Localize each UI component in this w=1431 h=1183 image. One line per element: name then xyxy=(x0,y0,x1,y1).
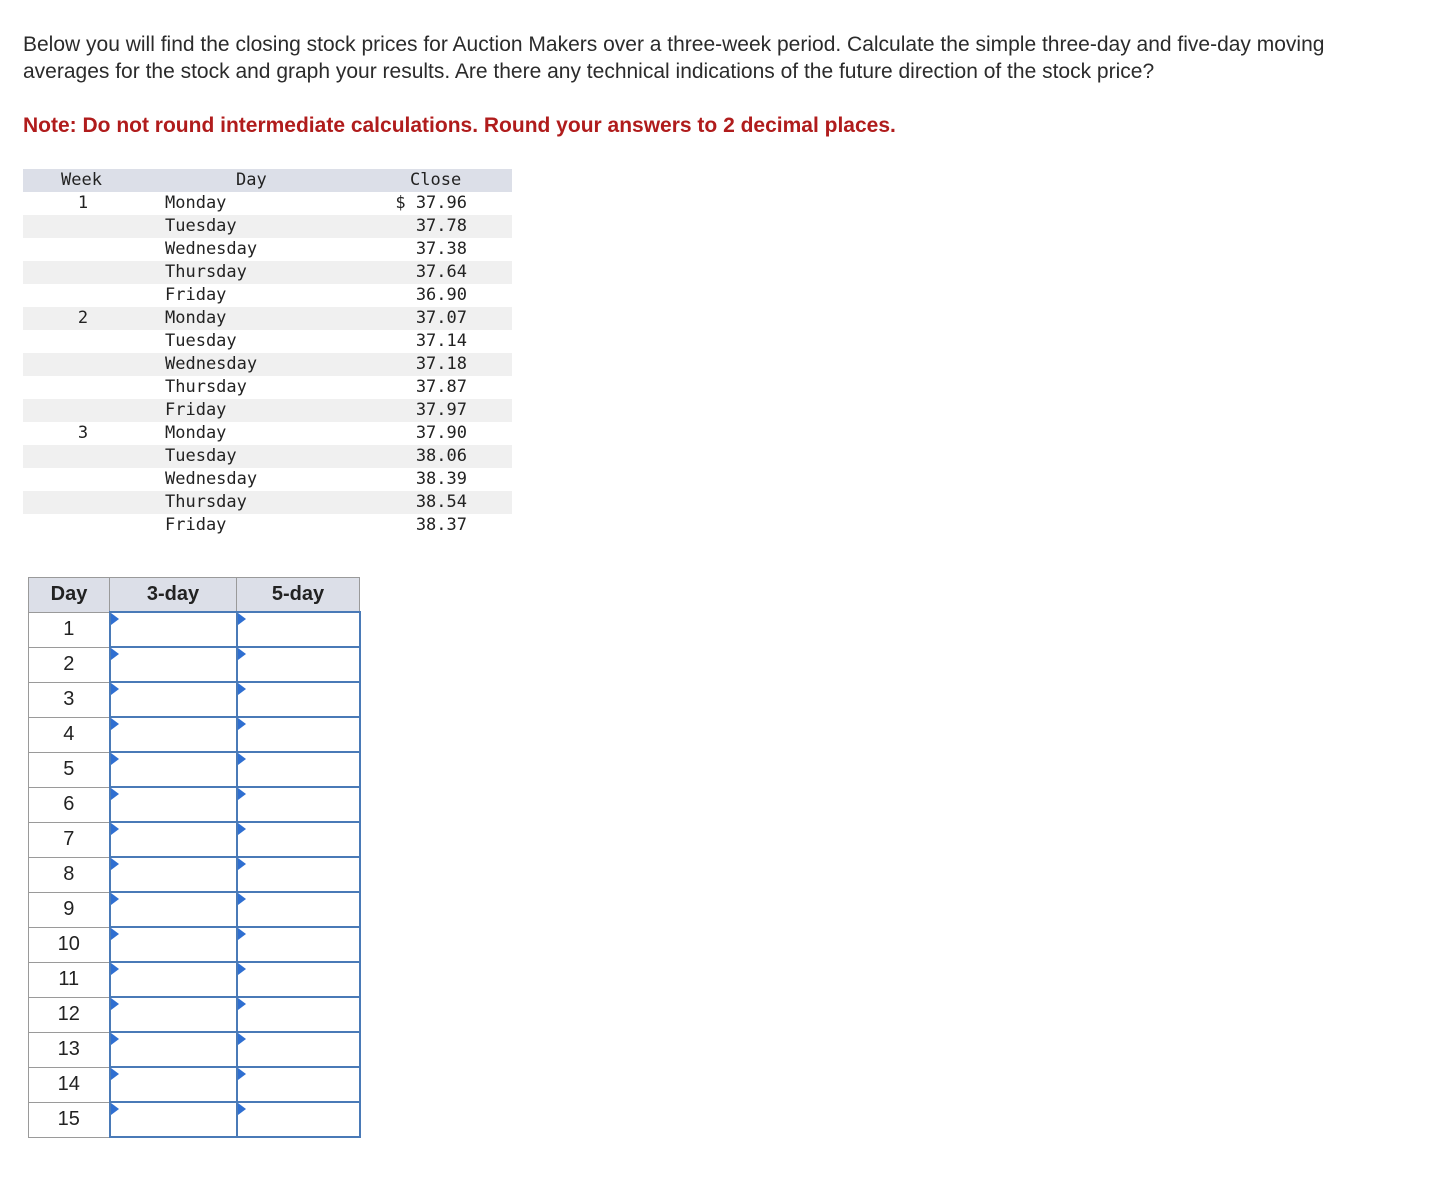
moving-average-3day-input[interactable] xyxy=(111,893,236,926)
answer-row xyxy=(29,1067,360,1102)
answer-day-number: 14 xyxy=(29,1067,110,1102)
answer-5day-cell[interactable] xyxy=(237,927,360,962)
answer-row xyxy=(29,682,360,717)
answer-day-number: 10 xyxy=(29,927,110,962)
answer-5day-cell[interactable] xyxy=(237,1067,360,1102)
close-header: Close xyxy=(410,170,462,190)
answer-row xyxy=(29,892,360,927)
moving-average-5day-input[interactable] xyxy=(238,753,359,786)
price-row xyxy=(23,192,512,215)
day-cell: Thursday xyxy=(165,377,247,397)
question-text: Below you will find the closing stock prices for Auction Makers over a three-week period. Calculate the simple three-day and five-day moving averages for the stock and graph your results. Are there any technical indications of the future direction of the stock price? xyxy=(23,33,1325,83)
answer-5day-cell[interactable] xyxy=(237,787,360,822)
moving-average-5day-input[interactable] xyxy=(238,1103,359,1136)
answer-row xyxy=(29,1102,360,1137)
week-header: Week xyxy=(61,170,102,190)
moving-average-5day-input[interactable] xyxy=(238,858,359,891)
answer-5day-cell[interactable] xyxy=(237,682,360,717)
moving-average-5day-input[interactable] xyxy=(238,718,359,751)
answer-5day-cell[interactable] xyxy=(237,892,360,927)
answer-5day-cell[interactable] xyxy=(237,752,360,787)
answer-3day-cell[interactable] xyxy=(110,752,237,787)
moving-average-3day-input[interactable] xyxy=(111,928,236,961)
answer-3day-cell[interactable] xyxy=(110,787,237,822)
close-cell: 38.37 xyxy=(415,515,467,535)
day-cell: Friday xyxy=(165,285,227,305)
day-cell: Tuesday xyxy=(165,446,237,466)
answer-row xyxy=(29,822,360,857)
moving-average-3day-input[interactable] xyxy=(111,683,236,716)
close-cell: 38.39 xyxy=(415,469,467,489)
price-row xyxy=(23,422,512,445)
day-cell: Tuesday xyxy=(165,331,237,351)
close-cell: 37.14 xyxy=(415,331,467,351)
answer-5day-cell[interactable] xyxy=(237,1032,360,1067)
week-cell: 3 xyxy=(77,423,89,443)
price-row xyxy=(23,514,512,537)
day-cell: Friday xyxy=(165,400,227,420)
day-header: Day xyxy=(236,170,267,190)
moving-average-3day-input[interactable] xyxy=(111,823,236,856)
answer-day-number: 13 xyxy=(29,1032,110,1067)
answer-row xyxy=(29,857,360,892)
day-cell: Monday xyxy=(165,308,227,328)
moving-average-5day-input[interactable] xyxy=(238,928,359,961)
answer-day-number: 12 xyxy=(29,997,110,1032)
day-cell: Tuesday xyxy=(165,216,237,236)
close-cell: 36.90 xyxy=(415,285,467,305)
price-row xyxy=(23,491,512,514)
answer-5day-cell[interactable] xyxy=(237,997,360,1032)
answer-3day-cell[interactable] xyxy=(110,892,237,927)
answer-day-number: 6 xyxy=(29,787,110,822)
moving-average-5day-input[interactable] xyxy=(238,823,359,856)
answer-5day-cell[interactable] xyxy=(237,962,360,997)
answer-3day-cell[interactable] xyxy=(110,962,237,997)
answer-3day-cell[interactable] xyxy=(110,822,237,857)
close-cell: $ 37.96 xyxy=(395,193,467,213)
price-row xyxy=(23,261,512,284)
week-cell: 2 xyxy=(77,308,89,328)
answer-3day-cell[interactable] xyxy=(110,647,237,682)
answer-3day-cell[interactable] xyxy=(110,612,237,647)
answer-5day-cell[interactable] xyxy=(237,1102,360,1137)
moving-average-3day-input[interactable] xyxy=(111,1103,236,1136)
moving-average-5day-input[interactable] xyxy=(238,788,359,821)
close-cell: 37.64 xyxy=(415,262,467,282)
close-cell: 38.54 xyxy=(415,492,467,512)
close-cell: 37.90 xyxy=(415,423,467,443)
price-row xyxy=(23,215,512,238)
answer-day-number: 11 xyxy=(29,962,110,997)
price-row xyxy=(23,376,512,399)
close-cell: 37.87 xyxy=(415,377,467,397)
close-cell: 37.07 xyxy=(415,308,467,328)
moving-average-5day-input[interactable] xyxy=(238,648,359,681)
day-cell: Monday xyxy=(165,423,227,443)
answer-row xyxy=(29,647,360,682)
answer-row xyxy=(29,962,360,997)
rounding-note: Note: Do not round intermediate calculations. Round your answers to 2 decimal places. xyxy=(23,114,896,137)
moving-average-3day-input[interactable] xyxy=(111,648,236,681)
answer-3day-cell[interactable] xyxy=(110,997,237,1032)
moving-average-3day-input[interactable] xyxy=(111,858,236,891)
moving-average-5day-input[interactable] xyxy=(238,1033,359,1066)
day-cell: Wednesday xyxy=(165,469,258,489)
answer-day-number: 4 xyxy=(29,717,110,752)
moving-average-3day-input[interactable] xyxy=(111,1068,236,1101)
answer-3day-cell[interactable] xyxy=(110,1067,237,1102)
answer-day-number: 2 xyxy=(29,647,110,682)
close-cell: 37.97 xyxy=(415,400,467,420)
answer-5day-cell[interactable] xyxy=(237,717,360,752)
answer-row xyxy=(29,1032,360,1067)
day-cell: Wednesday xyxy=(165,239,258,259)
price-row xyxy=(23,284,512,307)
answer-3day-cell[interactable] xyxy=(110,927,237,962)
answer-5day-cell[interactable] xyxy=(237,822,360,857)
price-row xyxy=(23,399,512,422)
answer-5day-header: 5-day xyxy=(237,578,360,613)
price-row xyxy=(23,353,512,376)
day-cell: Thursday xyxy=(165,262,247,282)
moving-average-3day-input[interactable] xyxy=(111,998,236,1031)
moving-average-3day-input[interactable] xyxy=(111,788,236,821)
moving-average-answer-table xyxy=(28,577,361,1138)
answer-row xyxy=(29,787,360,822)
answer-day-number: 3 xyxy=(29,682,110,717)
price-row xyxy=(23,468,512,491)
moving-average-3day-input[interactable] xyxy=(111,963,236,996)
answer-5day-cell[interactable] xyxy=(237,612,360,647)
moving-average-5day-input[interactable] xyxy=(238,683,359,716)
answer-3day-cell[interactable] xyxy=(110,1102,237,1137)
answer-row xyxy=(29,997,360,1032)
moving-average-5day-input[interactable] xyxy=(238,998,359,1031)
price-row xyxy=(23,238,512,261)
answer-day-number: 15 xyxy=(29,1102,110,1137)
close-cell: 37.18 xyxy=(415,354,467,374)
answer-5day-cell[interactable] xyxy=(237,647,360,682)
day-cell: Friday xyxy=(165,515,227,535)
answer-day-number: 9 xyxy=(29,892,110,927)
moving-average-5day-input[interactable] xyxy=(238,963,359,996)
answer-day-number: 8 xyxy=(29,857,110,892)
day-cell: Monday xyxy=(165,193,227,213)
close-cell: 38.06 xyxy=(415,446,467,466)
day-cell: Wednesday xyxy=(165,354,258,374)
price-row xyxy=(23,330,512,353)
close-cell: 37.38 xyxy=(415,239,467,259)
answer-3day-header: 3-day xyxy=(110,578,237,613)
answer-3day-cell[interactable] xyxy=(110,717,237,752)
price-table-header xyxy=(23,169,512,192)
answer-3day-cell[interactable] xyxy=(110,682,237,717)
moving-average-5day-input[interactable] xyxy=(238,893,359,926)
moving-average-3day-input[interactable] xyxy=(111,718,236,751)
answer-3day-cell[interactable] xyxy=(110,1032,237,1067)
closing-price-table xyxy=(23,169,512,537)
answer-3day-cell[interactable] xyxy=(110,857,237,892)
price-row xyxy=(23,445,512,468)
moving-average-5day-input[interactable] xyxy=(238,613,359,646)
answer-day-number: 1 xyxy=(29,612,110,647)
answer-row xyxy=(29,717,360,752)
moving-average-3day-input[interactable] xyxy=(111,613,236,646)
answer-day-number: 7 xyxy=(29,822,110,857)
moving-average-3day-input[interactable] xyxy=(111,753,236,786)
price-row xyxy=(23,307,512,330)
close-cell: 37.78 xyxy=(415,216,467,236)
answer-5day-cell[interactable] xyxy=(237,857,360,892)
week-cell: 1 xyxy=(77,193,89,213)
answer-row xyxy=(29,752,360,787)
answer-row xyxy=(29,927,360,962)
answer-row xyxy=(29,612,360,647)
moving-average-5day-input[interactable] xyxy=(238,1068,359,1101)
moving-average-3day-input[interactable] xyxy=(111,1033,236,1066)
day-cell: Thursday xyxy=(165,492,247,512)
answer-day-number: 5 xyxy=(29,752,110,787)
answer-day-header: Day xyxy=(29,578,110,613)
